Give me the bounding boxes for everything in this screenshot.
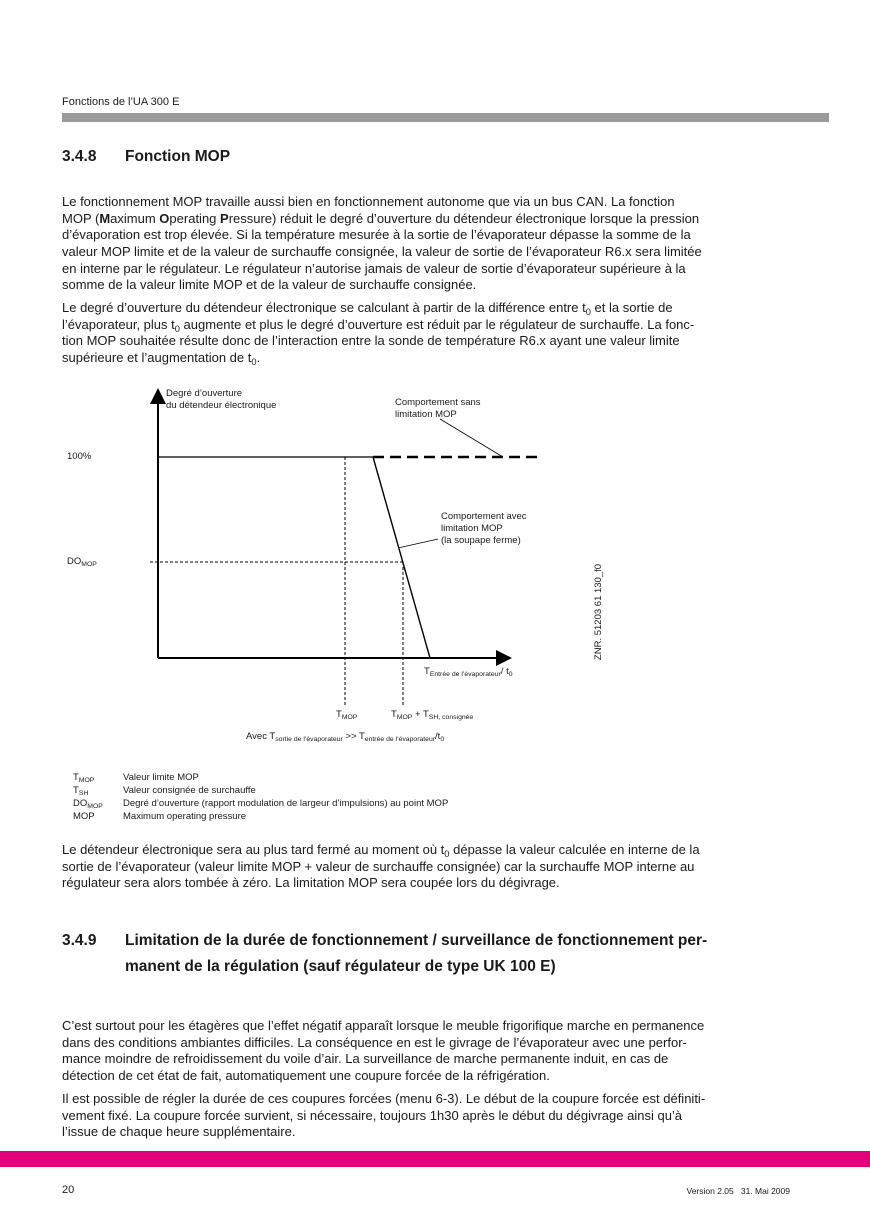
text-line bbox=[62, 875, 700, 892]
note-line: limitation MOP bbox=[441, 523, 503, 534]
y-axis-label-line: du détendeur électronique bbox=[166, 400, 277, 411]
section-title-348: Fonction MOP bbox=[125, 148, 231, 165]
title-line: Limitation de la durée de fonctionnement / surveillance de fonctionnement per- bbox=[125, 932, 708, 949]
label-sub: MOP bbox=[341, 714, 358, 722]
label-domop bbox=[67, 556, 97, 568]
legend-item bbox=[73, 784, 448, 797]
text-line bbox=[62, 1051, 704, 1068]
text-line bbox=[62, 1035, 704, 1052]
condition-note bbox=[246, 731, 444, 743]
label-main: T bbox=[424, 666, 430, 677]
symbol-sub: MOP bbox=[78, 777, 95, 785]
text-segment: d’évaporation est trop élevée. Si la température mesurée à la sortie de l’évaporateur dépasse la somme de la bbox=[62, 227, 691, 243]
legend bbox=[73, 771, 448, 823]
text-segment: mance moindre de refroidissement du voile d’air. La surveillance de marche permanente induit, en cas de bbox=[62, 1051, 669, 1067]
tick-tmop bbox=[336, 709, 357, 721]
legend-description: Valeur consignée de surchauffe bbox=[123, 785, 256, 796]
tick-tmop-tsh bbox=[391, 709, 473, 721]
legend-description: Degré d’ouverture (rapport modulation de largeur d’impulsions) au point MOP bbox=[123, 798, 449, 809]
running-header: Fonctions de l’UA 300 E bbox=[62, 96, 180, 108]
text-segment: tion MOP souhaitée résulte donc de l’interaction entre la sonde de température R6.x ayant une valeur limite bbox=[62, 333, 680, 349]
label-main: / t bbox=[500, 666, 509, 677]
text-segment: augmente et plus le degré d’ouverture est réduit par le régulateur de surchauffe. La fonc- bbox=[179, 316, 695, 332]
text-segment: P bbox=[220, 210, 229, 226]
label-main: + T bbox=[412, 709, 429, 720]
label-sub: SH, consignée bbox=[428, 714, 474, 722]
label-main: >> T bbox=[342, 731, 365, 742]
page-number: 20 bbox=[62, 1184, 75, 1196]
paragraph bbox=[62, 842, 700, 892]
note-without-mop bbox=[395, 397, 481, 421]
label-main: DO bbox=[67, 556, 82, 567]
text-line bbox=[62, 1018, 704, 1035]
label-sub: Entrée de l’évaporateur bbox=[429, 671, 501, 679]
section-title-349 bbox=[125, 928, 707, 980]
text-segment: valeur MOP limite et de la valeur de surchauffe consignée, la valeur de sortie de l’évaporateur R6.x sera limitée bbox=[62, 244, 702, 260]
legend-symbol bbox=[73, 771, 123, 784]
note-line: Comportement sans bbox=[395, 397, 481, 408]
paragraph bbox=[62, 1091, 705, 1141]
label-main: T bbox=[336, 709, 342, 720]
subscript: 0 bbox=[444, 848, 450, 859]
symbol-main: T bbox=[73, 785, 79, 796]
legend-description: Maximum operating pressure bbox=[123, 811, 247, 822]
text-segment: et la sortie de bbox=[590, 300, 673, 315]
symbol-sub: MOP bbox=[87, 803, 103, 811]
text-line bbox=[62, 1091, 705, 1108]
label-main: T bbox=[391, 709, 397, 720]
text-line bbox=[62, 859, 700, 876]
text-segment: MOP ( bbox=[62, 210, 100, 226]
text-segment: perating bbox=[169, 210, 221, 226]
legend-symbol bbox=[73, 784, 123, 797]
text-line bbox=[62, 1124, 705, 1141]
note-line: Comportement avec bbox=[441, 511, 527, 522]
label-sub: MOP bbox=[396, 714, 413, 722]
section-number-348: 3.4.8 bbox=[62, 148, 97, 165]
text-line bbox=[62, 1068, 704, 1085]
text-segment: dans des conditions ambiantes difficiles. La conséquence en est le givrage de l’évaporateur avec une perfor- bbox=[62, 1034, 687, 1050]
text-segment: en interne par le régulateur. Le régulateur n’autorise jamais de valeur de sortie d’évaporateur supérieure à la bbox=[62, 260, 686, 276]
symbol-main: T bbox=[73, 772, 79, 783]
paragraph bbox=[62, 1018, 704, 1085]
legend-item bbox=[73, 797, 448, 810]
note-with-mop bbox=[441, 511, 527, 547]
figure-reference: ZNR. 51203 61 130_f0 bbox=[593, 563, 604, 661]
x-axis-label bbox=[424, 666, 513, 678]
symbol-main: MOP bbox=[73, 811, 95, 822]
label-100-percent: 100% bbox=[67, 451, 92, 462]
symbol-main: DO bbox=[73, 798, 88, 809]
footer-accent-bar bbox=[0, 1151, 870, 1167]
legend-description: Valeur limite MOP bbox=[123, 772, 199, 783]
text-segment: ressure) réduit le degré d’ouverture du détendeur électronique lorsque la pression bbox=[228, 210, 700, 226]
text-segment: Le degré d’ouverture du détendeur électronique se calculant à partir de la différence entre t bbox=[62, 300, 586, 315]
text-segment: O bbox=[159, 210, 170, 226]
subscript: 0 bbox=[585, 306, 591, 317]
text-line bbox=[62, 1108, 705, 1125]
text-segment: l’issue de chaque heure supplémentaire. bbox=[62, 1124, 296, 1140]
title-line: manent de la régulation (sauf régulateur de type UK 100 E) bbox=[125, 958, 556, 975]
text-segment: somme de la valeur limite MOP et de la valeur de surchauffe consignée. bbox=[62, 277, 477, 293]
note-line: limitation MOP bbox=[395, 409, 457, 420]
label-sub: MOP bbox=[81, 561, 97, 569]
text-segment: Le détendeur électronique sera au plus tard fermé au moment où t bbox=[62, 842, 445, 857]
text-segment: M bbox=[99, 210, 111, 226]
label-sub: 0 bbox=[440, 736, 445, 744]
legend-item bbox=[73, 810, 448, 823]
label-main: Avec T bbox=[246, 731, 276, 742]
text-segment: Il est possible de régler la durée de ces coupures forcées (menu 6-3). Le début de la coupure forcée est définiti- bbox=[62, 1091, 706, 1106]
subscript: 0 bbox=[251, 356, 257, 367]
text-segment: aximum bbox=[110, 210, 160, 226]
label-main: /t bbox=[435, 731, 441, 742]
leader-without bbox=[440, 419, 503, 457]
text-segment: . bbox=[256, 350, 261, 366]
text-segment: détection de cet état de fait, automatiquement une coupure forcée de la réfrigération. bbox=[62, 1068, 550, 1084]
symbol-sub: SH bbox=[78, 790, 89, 798]
text-segment: dépasse la valeur calculée en interne de la bbox=[449, 842, 700, 857]
subscript: 0 bbox=[174, 323, 180, 334]
label-sub: 0 bbox=[508, 671, 513, 679]
legend-symbol bbox=[73, 810, 123, 823]
y-axis-label bbox=[166, 388, 276, 412]
text-segment: sortie de l’évaporateur (valeur limite MOP + valeur de surchauffe consignée) car la surchauffe MOP interne au bbox=[62, 858, 695, 874]
legend-item bbox=[73, 771, 448, 784]
label-sub: sortie de l’évaporateur bbox=[275, 736, 343, 744]
text-line bbox=[62, 842, 700, 859]
text-segment: vement fixé. La coupure forcée survient, si nécessaire, toujours 1h30 après le début du dégivrage ainsi qu’à bbox=[62, 1107, 683, 1123]
text-segment: Le fonctionnement MOP travaille aussi bien en fonctionnement autonome que via un bus CAN. La fonction bbox=[62, 194, 675, 209]
note-line: (la soupape ferme) bbox=[441, 535, 521, 546]
text-segment: l’évaporateur, plus t bbox=[62, 316, 175, 332]
label-sub: entrée de l’évaporateur bbox=[364, 736, 436, 744]
y-axis-label-line: Degré d’ouverture bbox=[166, 388, 243, 399]
version-date: Version 2.05 31. Mai 2009 bbox=[686, 1186, 790, 1196]
text-segment: supérieure et l’augmentation de t bbox=[62, 350, 252, 366]
text-segment: C’est surtout pour les étagères que l’effet négatif apparaît lorsque le meuble frigorifique marche en permanence bbox=[62, 1018, 705, 1033]
text-segment: régulateur sera alors tombée à zéro. La limitation MOP sera coupée lors du dégivrage. bbox=[62, 875, 560, 891]
with-mop-slope bbox=[373, 457, 430, 658]
section-number-349: 3.4.9 bbox=[62, 932, 97, 949]
legend-symbol bbox=[73, 797, 123, 810]
leader-with bbox=[398, 539, 438, 548]
